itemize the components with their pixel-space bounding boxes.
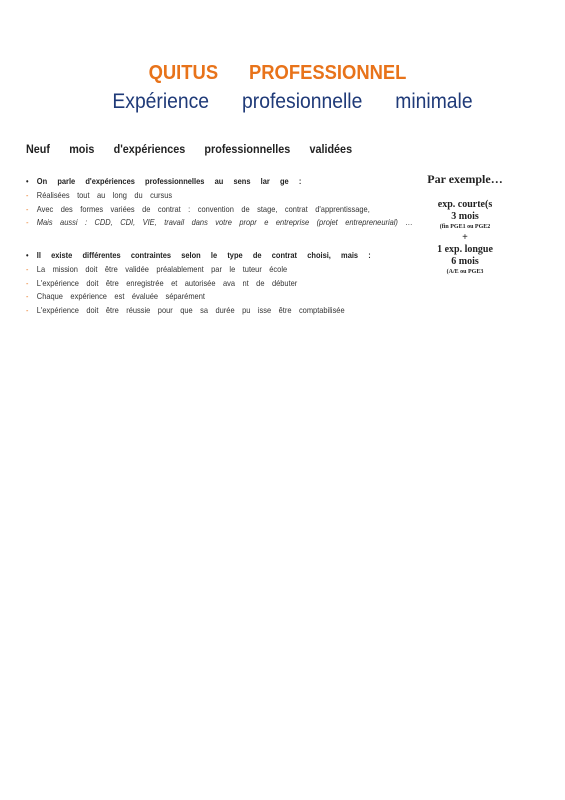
dash-icon: - bbox=[26, 190, 29, 200]
dash-icon: - bbox=[26, 292, 29, 302]
list-item bbox=[26, 203, 386, 217]
title-line-2: Expérience profesionnelle minimale bbox=[112, 90, 473, 113]
bullet-icon: • bbox=[26, 251, 29, 260]
long-exp-note: (A/E ou PGE3 bbox=[446, 269, 484, 275]
short-exp-note: (fin PGE1 ou PGE2 bbox=[439, 224, 491, 230]
list-item-text: Chaque expérience est évaluée séparément bbox=[36, 291, 205, 302]
bullet-icon: • bbox=[26, 177, 29, 186]
dash-icon: - bbox=[26, 306, 29, 316]
long-exp-label: 1 exp. longue bbox=[437, 244, 493, 255]
list-head-text: Il existe différentes contraintes selon le type de contrat choisi, mais : bbox=[36, 250, 371, 260]
long-exp-duration: 6 mois bbox=[451, 256, 479, 267]
constraints-list bbox=[26, 249, 426, 318]
short-exp-duration: 3 mois bbox=[451, 211, 479, 222]
list-item bbox=[26, 216, 413, 230]
dash-icon: - bbox=[26, 278, 29, 288]
example-title: Par exemple… bbox=[427, 172, 503, 186]
list-item-text: La mission doit être validée préalablement par le tuteur école bbox=[36, 263, 288, 274]
list-item-text: L'expérience doit être réussie pour que sa durée pu isse être comptabilisée bbox=[36, 305, 345, 316]
list-item-text: Avec des formes variées de contrat : convention de stage, contrat d'apprentissage, bbox=[36, 203, 370, 214]
list-item-head bbox=[26, 249, 386, 263]
list-item-text: Mais aussi : CDD, CDI, VIE, travail dans votre propr e entreprise (projet entrepreneurial) … bbox=[36, 217, 413, 228]
list-item bbox=[26, 304, 386, 318]
title-line-1: QUITUS PROFESSIONNEL bbox=[148, 62, 407, 84]
list-item-head bbox=[26, 175, 386, 189]
dash-icon: - bbox=[26, 264, 29, 274]
dash-icon: - bbox=[26, 218, 29, 228]
short-exp-label: exp. courte(s bbox=[437, 199, 493, 210]
list-item bbox=[26, 277, 386, 291]
section-heading: Neuf mois d'expériences professionnelles validées bbox=[26, 142, 353, 156]
list-head-text: On parle d'expériences professionnelles au sens lar ge : bbox=[36, 176, 302, 186]
list-item-text: L'expérience doit être enregistrée et autorisée ava nt de débuter bbox=[36, 277, 298, 288]
list-item-text: Réalisées tout au long du cursus bbox=[36, 189, 173, 200]
experience-list bbox=[26, 175, 426, 230]
list-item bbox=[26, 189, 386, 203]
list-item bbox=[26, 263, 386, 277]
plus-sign: + bbox=[462, 232, 468, 243]
list-item bbox=[26, 290, 386, 304]
example-sidebar bbox=[405, 172, 525, 277]
dash-icon: - bbox=[26, 204, 29, 214]
